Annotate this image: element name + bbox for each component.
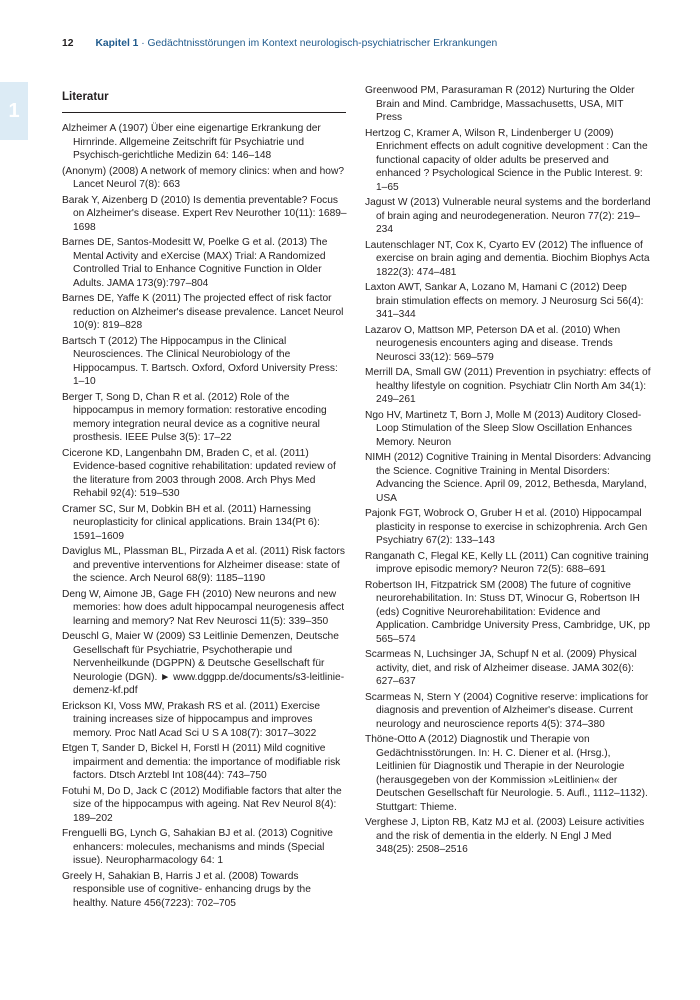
chapter-label: Kapitel 1	[95, 38, 139, 49]
chapter-title: Gedächtnisstörungen im Kontext neurologisch-psychiatrischer Erkrankungen	[147, 38, 498, 49]
reference-entry: Greenwood PM, Parasuraman R (2012) Nurturing the Older Brain and Mind. Cambridge, Massachusetts, USA, MIT Press	[365, 85, 635, 123]
reference-entry: Verghese J, Lipton RB, Katz MJ et al. (2003) Leisure activities and the risk of dementia in the elderly. N Engl J Med 348(25): 2508–2516	[365, 817, 645, 855]
reference-entry: Hertzog C, Kramer A, Wilson R, Lindenberger U (2009) Enrichment effects on adult cognitive development : Can the functional capacity of older adults be preserved and enhanced ? Psychological Science in the Public Interest. 9: 1–65	[365, 127, 648, 193]
reference-entry: Laxton AWT, Sankar A, Lozano M, Hamani C (2012) Deep brain stimulation effects on memory. J Neurosurg Sci 56(4): 341–344	[365, 282, 644, 320]
reference-entry: Merrill DA, Small GW (2011) Prevention in psychiatry: effects of healthy lifestyle on cognition. Psychiatr Clin North Am 34(1): 249–261	[365, 367, 651, 405]
references-right-column	[365, 84, 651, 859]
reference-entry: (Anonym) (2008) A network of memory clinics: when and how? Lancet Neurol 7(8): 663	[62, 165, 344, 190]
reference-entry: Ranganath C, Flegal KE, Kelly LL (2011) Can cognitive training improve episodic memory? Neuron 72(5): 688–691	[365, 550, 649, 575]
reference-entry: Frenguelli BG, Lynch G, Sahakian BJ et al. (2013) Cognitive enhancers: molecules, mechanisms and minds (Special issue). Neuropharmacology 64: 1	[62, 828, 333, 866]
chapter-tab	[0, 82, 28, 140]
reference-entry: Thöne-Otto A (2012) Diagnostik und Therapie von Gedächtnisstörungen. In: H. C. Diener et al. (Hrsg.), Leitlinien für Diagnostik und Therapie in der Neurologie (herausgegeben von der Kommission »Leitlinien« der Deutschen Gesellschaft für Neurologie. 5. Aufl., 1112–1132). Stuttgart: Thieme.	[365, 734, 648, 813]
reference-entry: Scarmeas N, Stern Y (2004) Cognitive reserve: implications for diagnosis and prevention of Alzheimer's disease. Current neurology and neuroscience reports 4(5): 374–380	[365, 691, 649, 730]
section-title: Literatur	[62, 91, 109, 103]
reference-entry: Fotuhi M, Do D, Jack C (2012) Modifiable factors that alter the size of the hippocampus with ageing. Nat Rev Neurol 8(4): 189–202	[62, 785, 342, 824]
reference-entry: Pajonk FGT, Wobrock O, Gruber H et al. (2010) Hippocampal plasticity in response to exercise in schizophrenia. Arch Gen Psychiatry 67(2): 133–143	[365, 508, 648, 546]
reference-entry: Cramer SC, Sur M, Dobkin BH et al. (2011) Harnessing neuroplasticity for clinical applications. Brain 134(Pt 6): 1591–1609	[62, 503, 320, 542]
reference-entry: Alzheimer A (1907) Über eine eigenartige Erkrankung der Hirnrinde. Allgemeine Zeitschrift für Psychiatrie und Psychisch-gerichtliche Medizin 64: 146–148	[62, 123, 321, 161]
reference-entry: Barak Y, Aizenberg D (2010) Is dementia preventable? Focus on Alzheimer's disease. Expert Rev Neurother 10(11): 1689–1698	[62, 194, 347, 233]
reference-entry: Bartsch T (2012) The Hippocampus in the Clinical Neurosciences. The Clinical Neurobiology of the Hippocampus. T. Bartsch. Oxford, Oxford University Press: 1–10	[62, 335, 338, 387]
reference-entry: Deng W, Aimone JB, Gage FH (2010) New neurons and new memories: how does adult hippocampal neurogenesis affect learning and memory? Nat Rev Neurosci 11(5): 339–350	[62, 588, 345, 627]
section-divider	[62, 112, 346, 113]
running-header	[62, 38, 497, 49]
page-number: 12	[62, 38, 74, 49]
reference-entry: Jagust W (2013) Vulnerable neural systems and the borderland of brain aging and neurodegeneration. Neuron 77(2): 219–234	[365, 197, 651, 235]
reference-entry: Barnes DE, Santos-Modesitt W, Poelke G et al. (2013) The Mental Activity and eXercise (MAX) Trial: A Randomized Controlled Trial to Enhance Cognitive Function in Older Adults. JAMA 173(9):797–804	[62, 237, 328, 289]
reference-entry: NIMH (2012) Cognitive Training in Mental Disorders: Advancing the Science. Cognitive Training in Mental Disorders: Advancing the Science. April 09, 2012, Bethesda, Maryland, USA	[365, 452, 651, 504]
reference-entry: Etgen T, Sander D, Bickel H, Forstl H (2011) Mild cognitive impairment and dementia: the importance of modifiable risk factors. Dtsch Arztebl Int 108(44): 743–750	[62, 743, 341, 781]
reference-entry: Daviglus ML, Plassman BL, Pirzada A et al. (2011) Risk factors and preventive interventions for Alzheimer disease: state of the science. Arch Neurol 68(9): 1185–1190	[62, 546, 345, 584]
reference-entry: Lautenschlager NT, Cox K, Cyarto EV (2012) The influence of exercise on brain aging and dementia. Biochim Biophys Acta 1822(3): 474–481	[365, 239, 650, 278]
reference-entry: Cicerone KD, Langenbahn DM, Braden C, et al. (2011) Evidence-based cognitive rehabilitation: updated review of the literature from 2003 through 2008. Arch Phys Med Rehabil 92(4): 519–530	[62, 447, 336, 499]
reference-entry: Erickson KI, Voss MW, Prakash RS et al. (2011) Exercise training increases size of hippocampus and improves memory. Proc Natl Acad Sci U S A 108(7): 3017–3022	[62, 700, 320, 739]
reference-entry: Greely H, Sahakian B, Harris J et al. (2008) Towards responsible use of cognitive- enhancing drugs by the healthy. Nature 456(7223): 702–705	[62, 870, 311, 909]
reference-entry: Scarmeas N, Luchsinger JA, Schupf N et al. (2009) Physical activity, diet, and risk of Alzheimer disease. JAMA 302(6): 627–637	[365, 649, 637, 687]
reference-entry: Barnes DE, Yaffe K (2011) The projected effect of risk factor reduction on Alzheimer's disease prevalence. Lancet Neurol 10(9): 819–828	[62, 293, 344, 331]
header-separator: ·	[138, 38, 148, 49]
reference-entry: Robertson IH, Fitzpatrick SM (2008) The future of cognitive neurorehabilitation. In: Stuss DT, Winocur G, Robertson IH (eds) Cognitive Neurorehabilitation: Evidence and Application. Cambridge University Press, Cambridge, UK, pp 565–574	[365, 579, 651, 645]
references-left-column	[62, 122, 348, 912]
chapter-tab-number: 1	[8, 99, 20, 122]
reference-entry: Deuschl G, Maier W (2009) S3 Leitlinie Demenzen, Deutsche Gesellschaft für Psychiatrie, Psychotherapie und Nervenheilkunde (DGPPN) & Deutsche Gesellschaft für Neurologie (DGN). ► www.dggpp.de/documents/s3-leitlinie-demenz-kf.pdf	[62, 631, 345, 696]
reference-entry: Berger T, Song D, Chan R et al. (2012) Role of the hippocampus in memory formation: restorative encoding memory integration neural device as a cognitive neural prosthesis. IEEE Pulse 3(5): 17–22	[62, 391, 327, 443]
reference-entry: Ngo HV, Martinetz T, Born J, Molle M (2013) Auditory Closed-Loop Stimulation of the Sleep Slow Oscillation Enhances Memory. Neuron	[365, 409, 642, 448]
reference-entry: Lazarov O, Mattson MP, Peterson DA et al. (2010) When neurogenesis encounters aging and disease. Trends Neurosci 33(12): 569–579	[365, 324, 621, 363]
